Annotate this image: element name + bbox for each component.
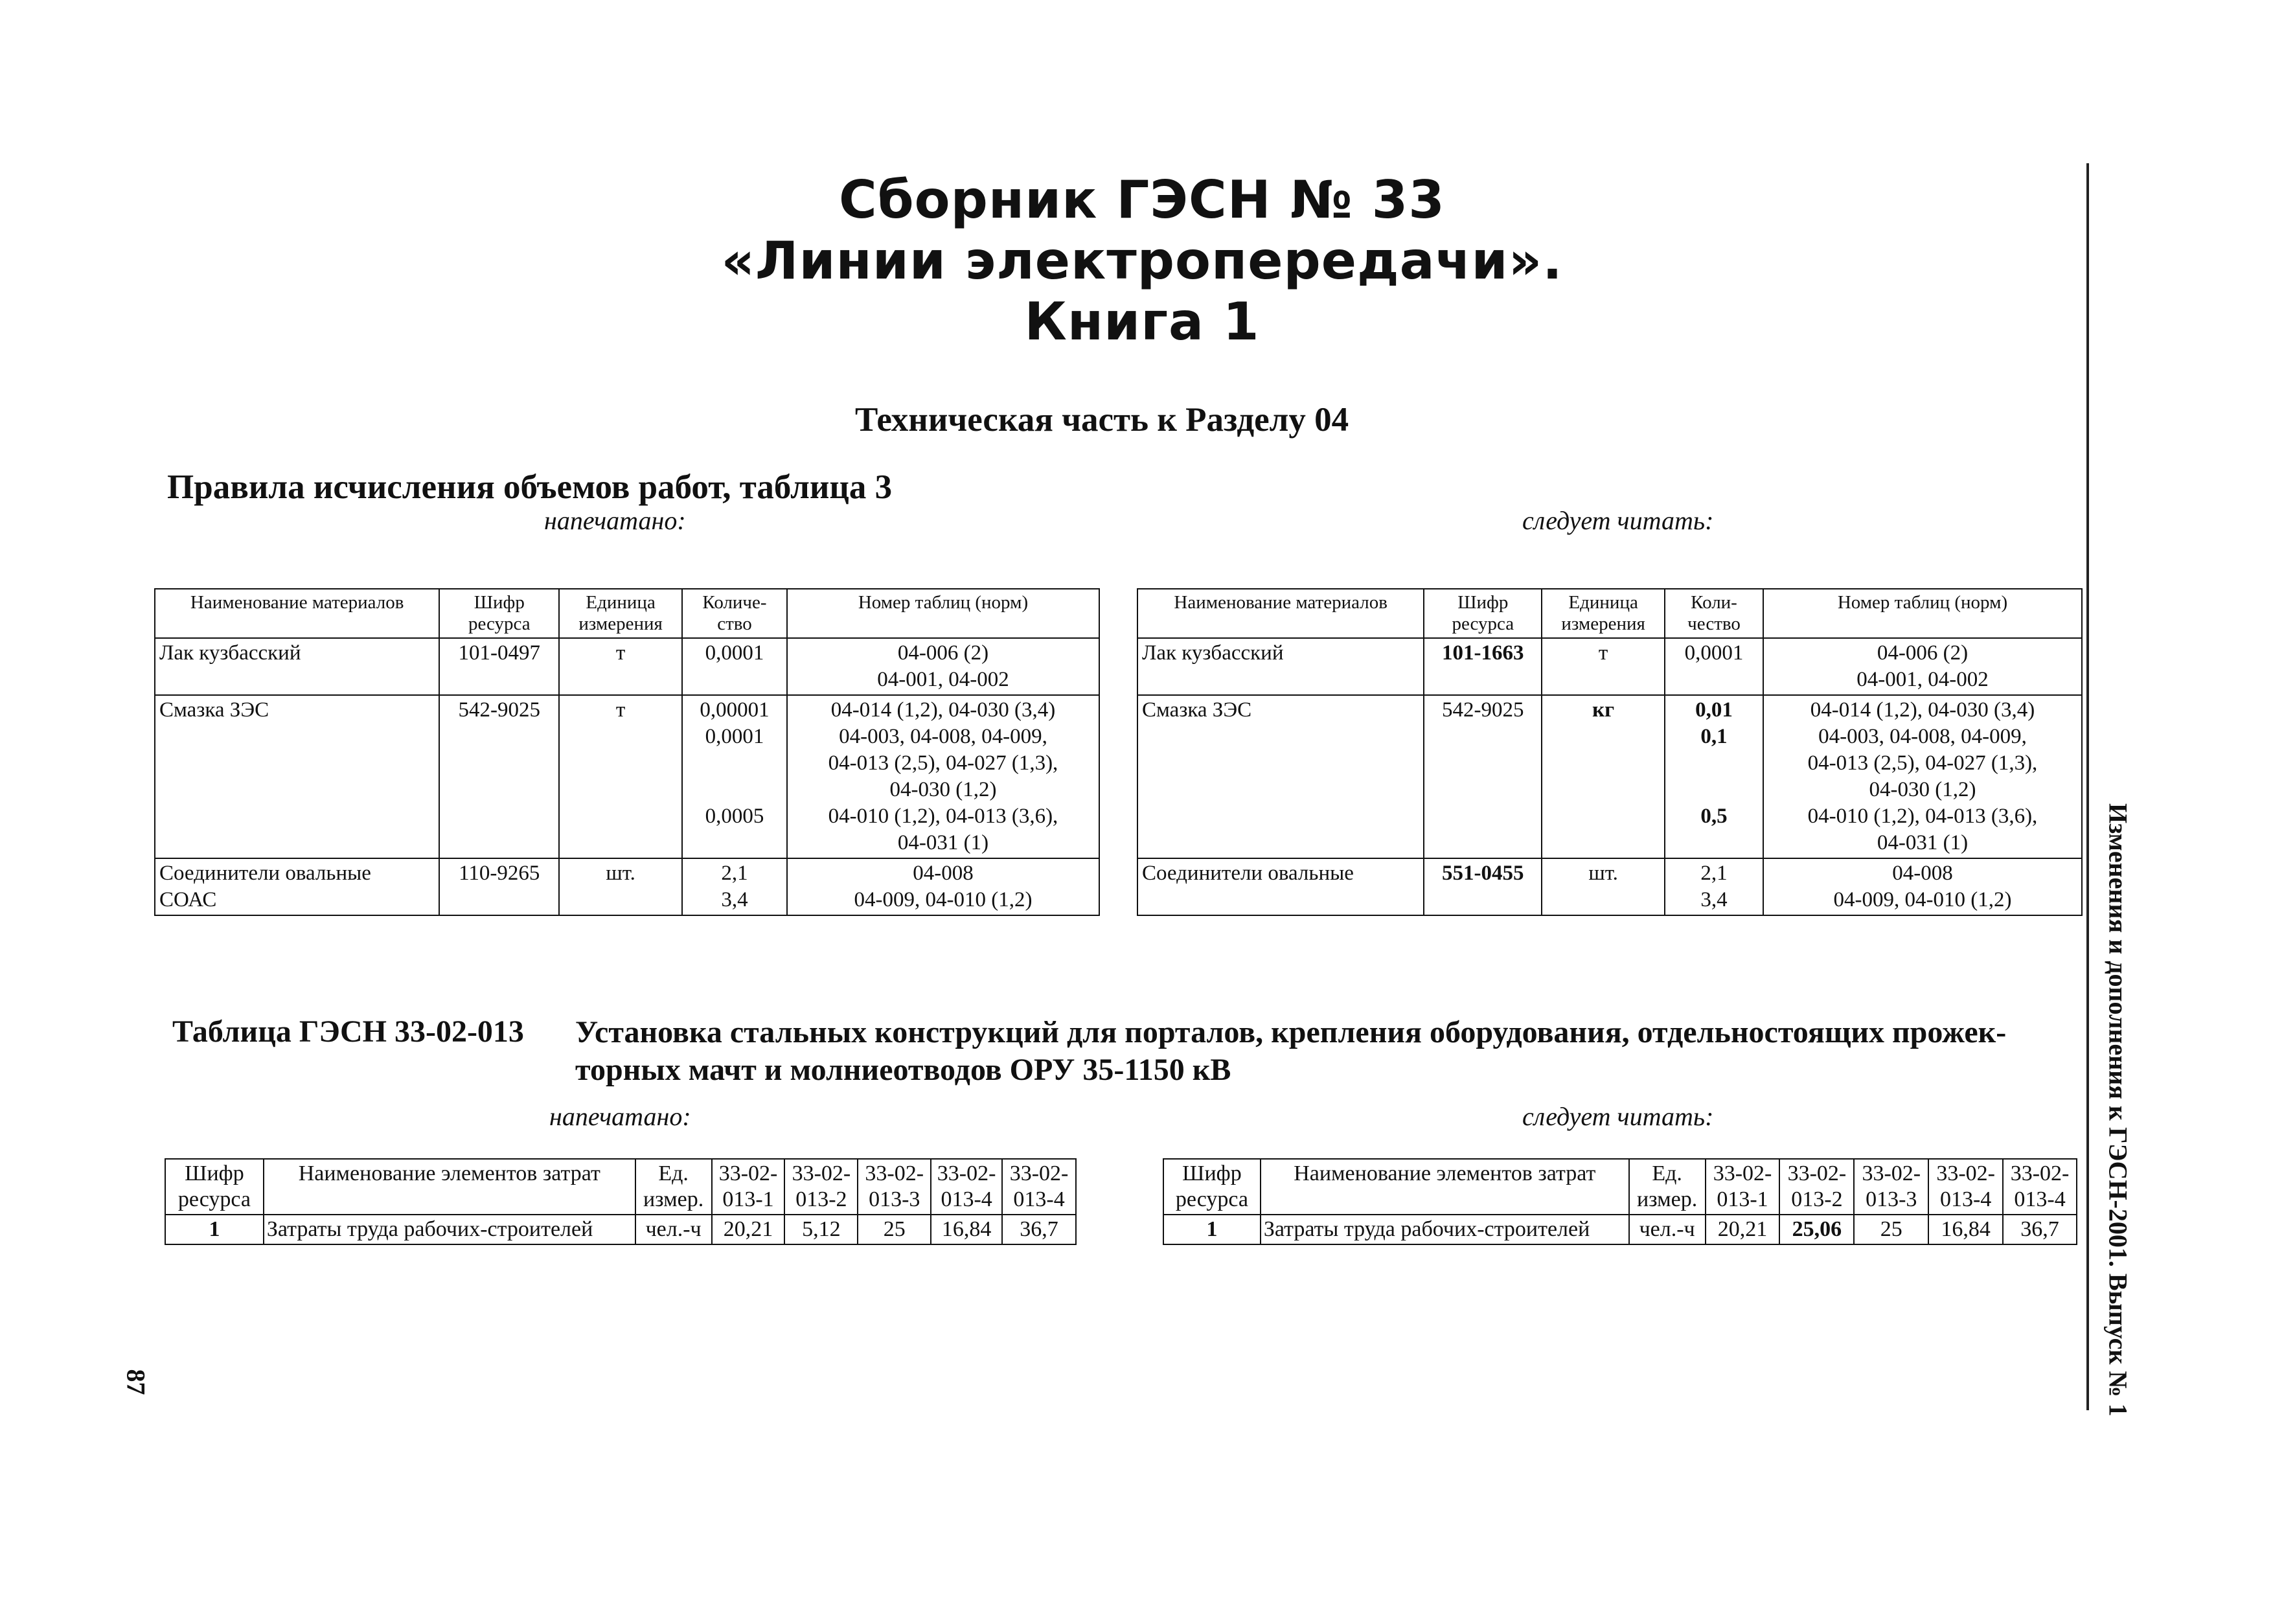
qty-line: 0,01 xyxy=(1695,698,1733,722)
header-line: 013-3 xyxy=(1866,1187,1917,1211)
header-col-3 xyxy=(1854,1159,1928,1215)
header-line: 33-02- xyxy=(1862,1161,1921,1185)
table-row xyxy=(1137,858,2082,915)
table-row xyxy=(155,638,1099,695)
table2-title-line-2: торных мачт и молниеотводов ОРУ 35-1150 кВ xyxy=(575,1053,1231,1087)
table-numbers xyxy=(1763,638,2082,695)
header-line: измер. xyxy=(1636,1187,1698,1211)
tables-line: 04-031 (1) xyxy=(897,831,989,854)
table-row xyxy=(1137,695,2082,858)
resource-code: 542-9025 xyxy=(439,695,559,858)
header-unit: Единица измерения xyxy=(559,589,682,638)
header-qty: Количе-ство xyxy=(682,589,787,638)
costs-table-corrected xyxy=(1163,1158,2077,1245)
header-col-2 xyxy=(784,1159,858,1215)
table-header-row xyxy=(155,589,1099,638)
header-line: 013-4 xyxy=(1939,1187,1992,1211)
table-header-row xyxy=(1163,1159,2077,1215)
tables-line: 04-006 (2) xyxy=(1877,641,1969,665)
unit: шт. xyxy=(559,858,682,915)
header-qty: Коли-чество xyxy=(1665,589,1763,638)
table2-label: Таблица ГЭСН 33-02-013 xyxy=(172,1014,524,1049)
header-code xyxy=(165,1159,264,1215)
materials-table-corrected xyxy=(1137,588,2083,916)
material-name: Смазка ЗЭС xyxy=(155,695,439,858)
qty-line: 0,0001 xyxy=(705,725,764,748)
quantity xyxy=(1665,858,1763,915)
resource-code: 101-0497 xyxy=(439,638,559,695)
header-code xyxy=(1163,1159,1261,1215)
unit: т xyxy=(559,638,682,695)
title-line-1: Сборник ГЭСН № 33 xyxy=(839,170,1445,230)
table2-title-line-1: Установка стальных конструкций для порталов, крепления оборудования, отдельностоящих прожек- xyxy=(575,1015,2007,1049)
header-line: 33-02- xyxy=(718,1161,778,1185)
header-line: измер. xyxy=(643,1187,704,1211)
qty-line: 3,4 xyxy=(721,888,748,911)
materials-table-printed xyxy=(154,588,1100,916)
unit: кг xyxy=(1542,695,1665,858)
tables-line: 04-014 (1,2), 04-030 (3,4) xyxy=(1810,698,2035,722)
qty-line: 0,0001 xyxy=(1684,641,1744,665)
qty-line: 0,5 xyxy=(1700,805,1728,828)
tables-line: 04-010 (1,2), 04-013 (3,6), xyxy=(828,805,1058,828)
header-col-1 xyxy=(1706,1159,1780,1215)
table-row xyxy=(1137,638,2082,695)
unit: т xyxy=(559,695,682,858)
page-number: 87 xyxy=(121,1369,151,1395)
tables-line: 04-031 (1) xyxy=(1877,831,1969,854)
margin-rule xyxy=(2086,163,2089,1410)
table-row xyxy=(1163,1215,2077,1244)
unit: т xyxy=(1542,638,1665,695)
header-col-2 xyxy=(1779,1159,1854,1215)
resource-code: 101-1663 xyxy=(1424,638,1542,695)
table-row xyxy=(165,1215,1076,1244)
header-col-1 xyxy=(712,1159,785,1215)
tables-line: 04-008 xyxy=(913,862,974,885)
should-read-label-1: следует читать: xyxy=(1522,506,1714,535)
table-numbers xyxy=(787,638,1099,695)
qty-line: 2,1 xyxy=(1700,862,1728,885)
tables-line: 04-001, 04-002 xyxy=(877,668,1009,691)
header-line: 013-1 xyxy=(1717,1187,1768,1211)
should-read-label-2: следует читать: xyxy=(1522,1102,1714,1131)
row-code: 1 xyxy=(1163,1215,1261,1244)
header-line: Ед. xyxy=(658,1161,689,1185)
rules-heading: Правила исчисления объемов работ, таблица 3 xyxy=(167,468,893,506)
header-line: 013-4 xyxy=(941,1187,992,1211)
tables-line: 04-009, 04-010 (1,2) xyxy=(1833,888,2012,911)
header-line: 013-2 xyxy=(795,1187,847,1211)
header-line: 33-02- xyxy=(865,1161,924,1185)
resource-code: 110-9265 xyxy=(439,858,559,915)
header-col-3 xyxy=(858,1159,931,1215)
tables-line: 04-030 (1,2) xyxy=(1869,778,1976,801)
header-name: Наименование элементов затрат xyxy=(1261,1159,1629,1215)
row-value: 25 xyxy=(1854,1215,1928,1244)
header-col-5 xyxy=(1002,1159,1076,1215)
tables-line: 04-001, 04-002 xyxy=(1856,668,1989,691)
row-value: 25 xyxy=(858,1215,931,1244)
header-line: 013-3 xyxy=(869,1187,920,1211)
row-value: 5,12 xyxy=(784,1215,858,1244)
table-header-row xyxy=(1137,589,2082,638)
name-line: СОАС xyxy=(159,888,217,911)
table2-title xyxy=(575,1014,2006,1089)
row-value: 16,84 xyxy=(1928,1215,2003,1244)
header-tables: Номер таблиц (норм) xyxy=(1763,589,2082,638)
quantity xyxy=(1665,638,1763,695)
qty-line: 2,1 xyxy=(721,862,748,885)
tables-line: 04-013 (2,5), 04-027 (1,3), xyxy=(1807,751,2038,775)
table-numbers xyxy=(787,858,1099,915)
material-name: Лак кузбасский xyxy=(155,638,439,695)
unit: шт. xyxy=(1542,858,1665,915)
title-line-3: Книга 1 xyxy=(1024,292,1260,352)
header-line: Шифр xyxy=(185,1161,244,1185)
header-tables: Номер таблиц (норм) xyxy=(787,589,1099,638)
table-row xyxy=(155,695,1099,858)
header-line: 33-02- xyxy=(1787,1161,1847,1185)
header-line: 33-02- xyxy=(1713,1161,1772,1185)
resource-code: 542-9025 xyxy=(1424,695,1542,858)
header-line: 33-02- xyxy=(2010,1161,2070,1185)
running-title xyxy=(2099,803,2138,1417)
header-col-4 xyxy=(931,1159,1002,1215)
header-line: ресурса xyxy=(1175,1187,1249,1211)
tables-line: 04-003, 04-008, 04-009, xyxy=(1818,725,2027,748)
material-name: Соединители овальные xyxy=(1137,858,1424,915)
resource-code: 551-0455 xyxy=(1424,858,1542,915)
header-name: Наименование материалов xyxy=(1137,589,1424,638)
header-line: 013-4 xyxy=(1013,1187,1065,1211)
row-name: Затраты труда рабочих-строителей xyxy=(1261,1215,1629,1244)
header-line: Ед. xyxy=(1652,1161,1682,1185)
quantity xyxy=(682,858,787,915)
row-value: 20,21 xyxy=(712,1215,785,1244)
printed-label-1: напечатано: xyxy=(544,506,686,535)
header-line: 33-02- xyxy=(937,1161,996,1185)
table-numbers xyxy=(1763,695,2082,858)
header-unit: Единица измерения xyxy=(1542,589,1665,638)
header-code: Шифр ресурса xyxy=(1424,589,1542,638)
tables-line: 04-013 (2,5), 04-027 (1,3), xyxy=(828,751,1058,775)
quantity xyxy=(1665,695,1763,858)
section-title: Техническая часть к Разделу 04 xyxy=(855,401,1349,439)
qty-line: 0,00001 xyxy=(700,698,770,722)
table-row xyxy=(155,858,1099,915)
header-line: ресурса xyxy=(177,1187,251,1211)
qty-line: 0,1 xyxy=(1700,725,1728,748)
material-name xyxy=(155,858,439,915)
header-code: Шифр ресурса xyxy=(439,589,559,638)
name-line: Соединители овальные xyxy=(159,862,371,885)
row-value: 20,21 xyxy=(1706,1215,1780,1244)
header-line: 013-2 xyxy=(1791,1187,1843,1211)
header-line: 33-02- xyxy=(1936,1161,1995,1185)
material-name: Смазка ЗЭС xyxy=(1137,695,1424,858)
row-value: 36,7 xyxy=(2003,1215,2077,1244)
header-col-5 xyxy=(2003,1159,2077,1215)
tables-line: 04-030 (1,2) xyxy=(889,778,997,801)
quantity xyxy=(682,638,787,695)
row-unit: чел.-ч xyxy=(1629,1215,1706,1244)
header-line: 33-02- xyxy=(792,1161,851,1185)
collection-title xyxy=(0,170,2284,352)
tables-line: 04-003, 04-008, 04-009, xyxy=(839,725,1047,748)
tables-line: 04-009, 04-010 (1,2) xyxy=(854,888,1033,911)
quantity xyxy=(682,695,787,858)
qty-line: 0,0001 xyxy=(705,641,764,665)
printed-label-2: напечатано: xyxy=(549,1102,691,1131)
row-value: 16,84 xyxy=(931,1215,1002,1244)
costs-table-printed xyxy=(165,1158,1077,1245)
row-code: 1 xyxy=(165,1215,264,1244)
row-value: 25,06 xyxy=(1779,1215,1854,1244)
table-numbers xyxy=(1763,858,2082,915)
tables-line: 04-010 (1,2), 04-013 (3,6), xyxy=(1807,805,2038,828)
header-line: 013-4 xyxy=(2014,1187,2066,1211)
header-unit xyxy=(1629,1159,1706,1215)
header-line: Шифр xyxy=(1182,1161,1242,1185)
header-unit xyxy=(635,1159,712,1215)
row-name: Затраты труда рабочих-строителей xyxy=(264,1215,635,1244)
material-name: Лак кузбасский xyxy=(1137,638,1424,695)
tables-line: 04-006 (2) xyxy=(897,641,989,665)
header-name: Наименование материалов xyxy=(155,589,439,638)
title-line-2: «Линии электропередачи». xyxy=(721,231,1563,291)
header-line: 33-02- xyxy=(1009,1161,1069,1185)
header-line: 013-1 xyxy=(722,1187,774,1211)
row-unit: чел.-ч xyxy=(635,1215,712,1244)
header-col-4 xyxy=(1928,1159,2003,1215)
tables-line: 04-014 (1,2), 04-030 (3,4) xyxy=(830,698,1056,722)
tables-line: 04-008 xyxy=(1892,862,1953,885)
running-title-text: Изменения и дополнения к ГЭСН-2001. Выпуск № 1 xyxy=(2103,803,2133,1417)
row-value: 36,7 xyxy=(1002,1215,1076,1244)
table-header-row xyxy=(165,1159,1076,1215)
qty-line: 3,4 xyxy=(1700,888,1728,911)
qty-line: 0,0005 xyxy=(705,805,764,828)
header-name: Наименование элементов затрат xyxy=(264,1159,635,1215)
table-numbers xyxy=(787,695,1099,858)
